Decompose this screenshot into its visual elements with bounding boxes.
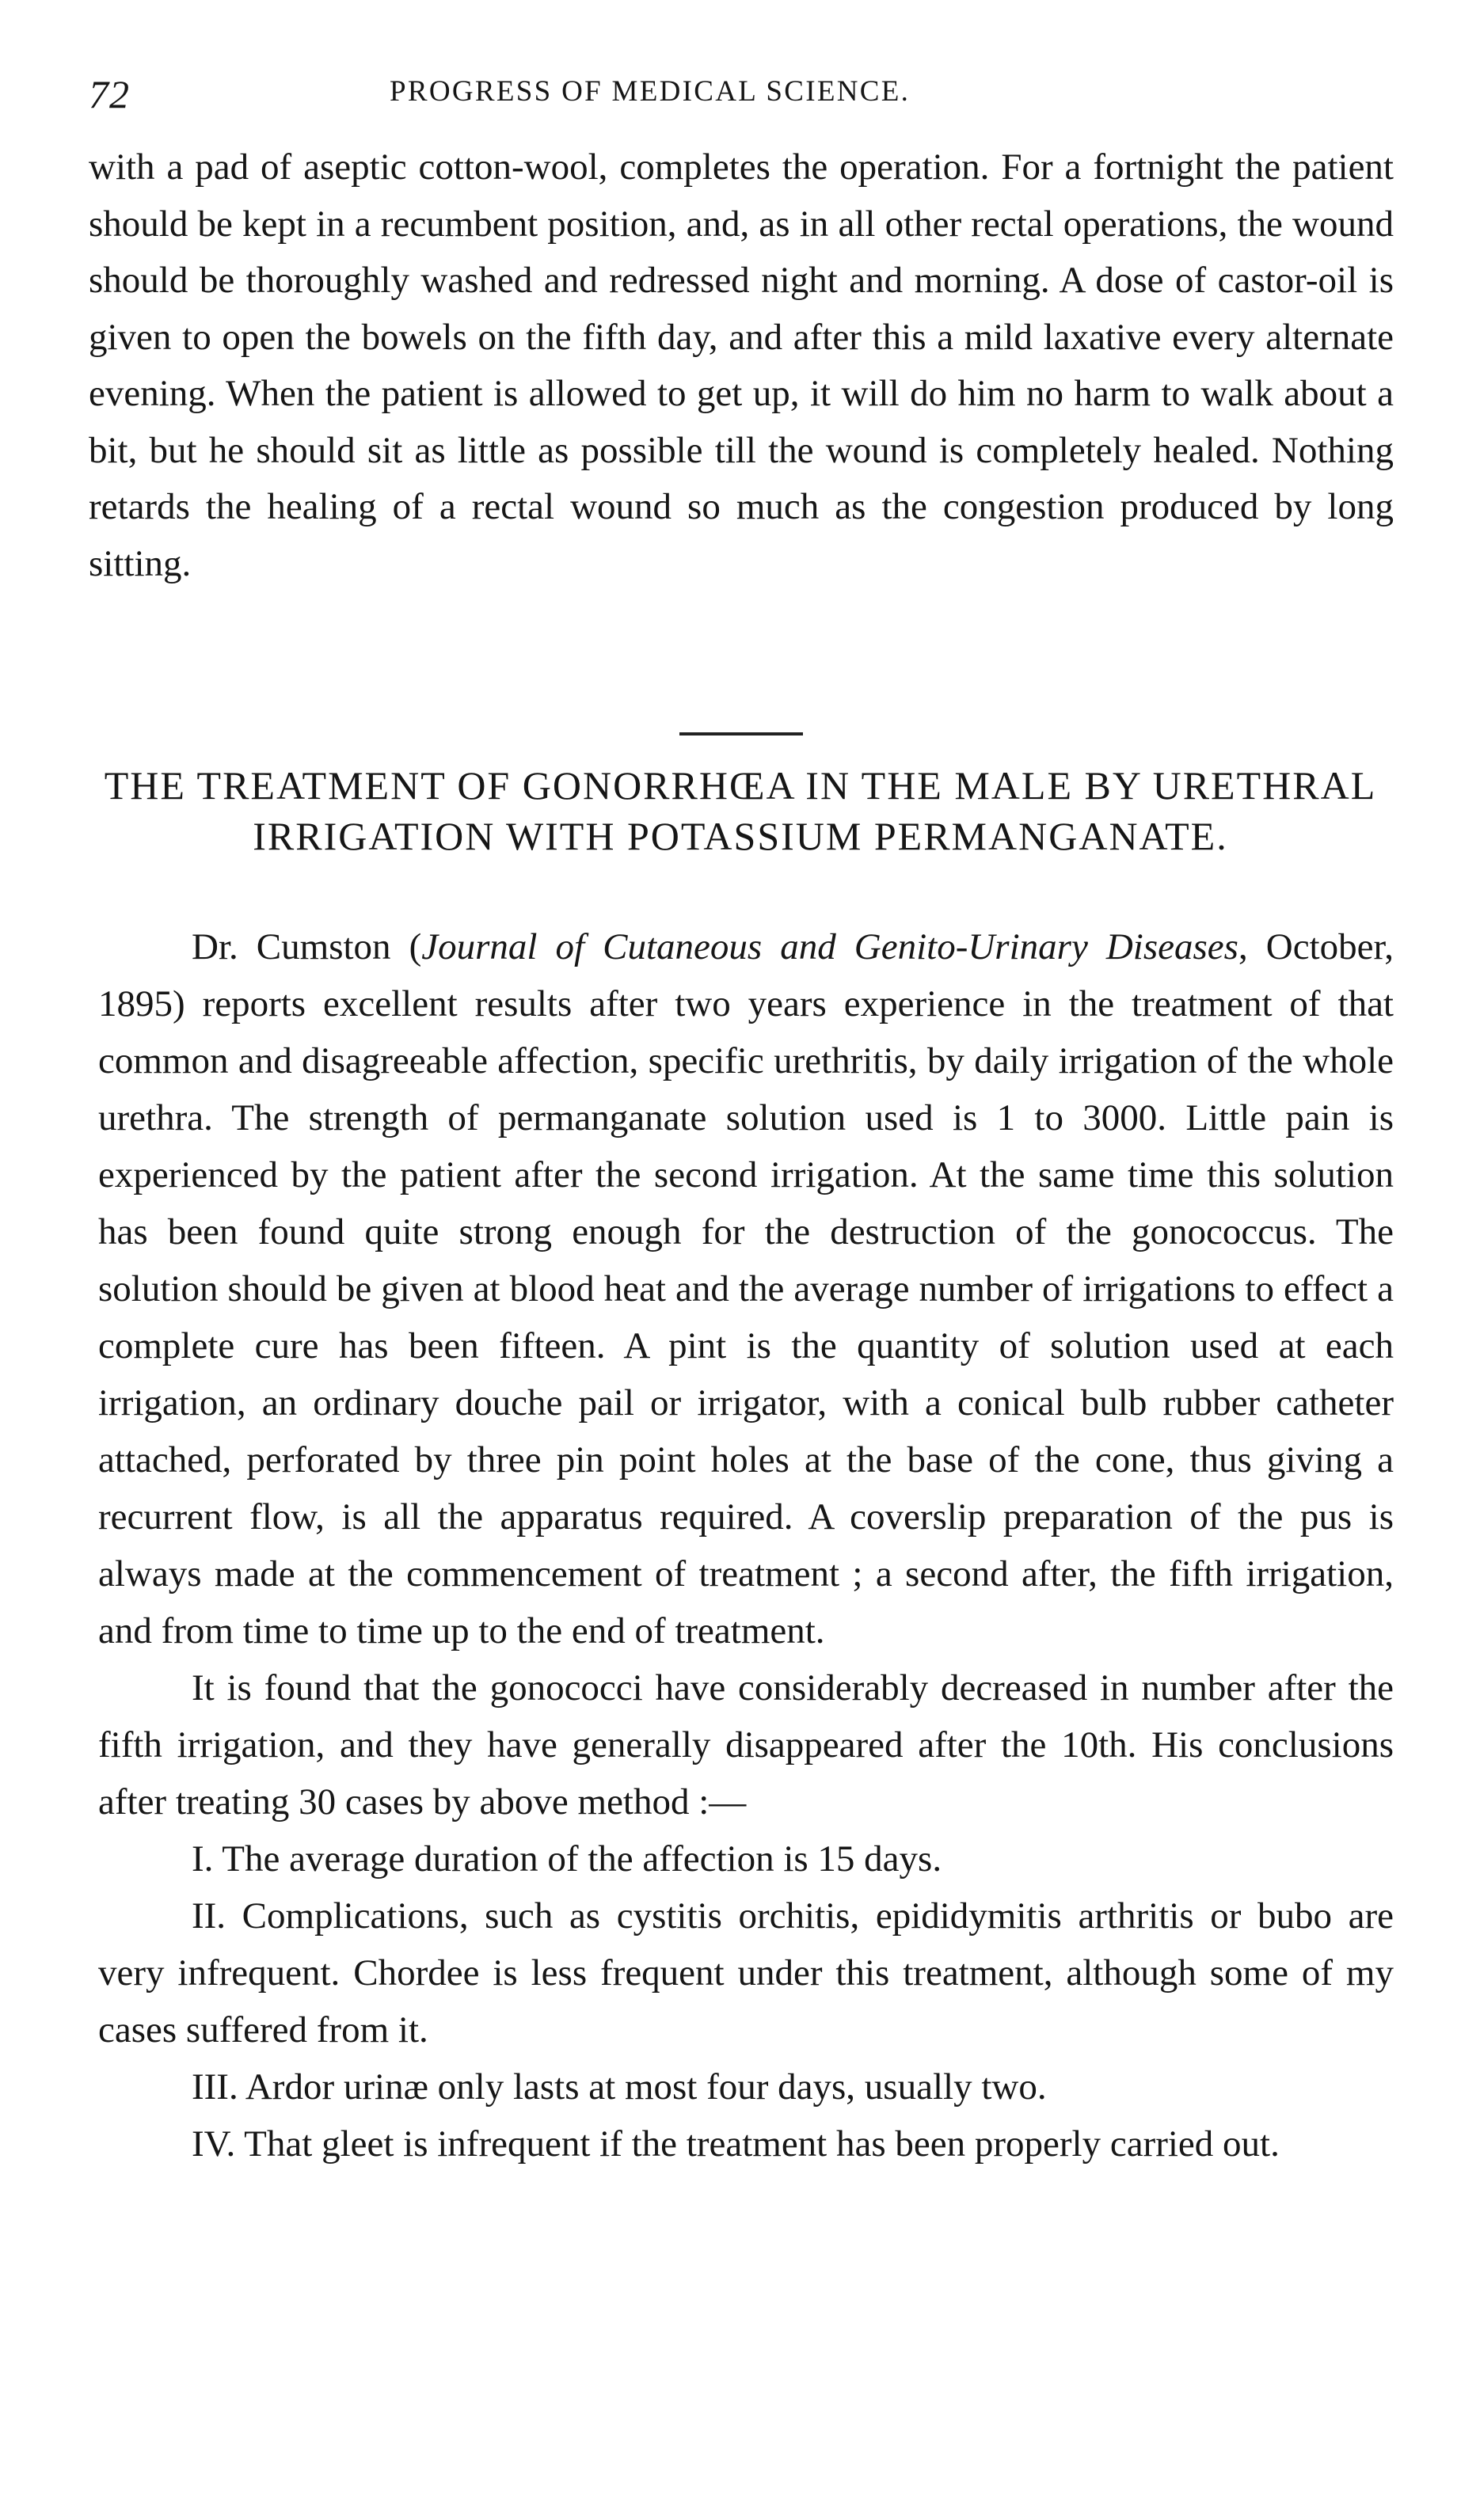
running-title: PROGRESS OF MEDICAL SCIENCE. <box>390 75 911 108</box>
conclusion-item: II. Complications, such as cystitis orchitis, epididymitis arthritis or bubo are very infrequent. Chordee is less frequent under this treatment, although some of my cases suffered from it. <box>98 1895 1394 2051</box>
intro-lead: Dr. Cumston ( <box>192 926 422 967</box>
running-head <box>89 65 1387 120</box>
continued-paragraph: with a pad of aseptic cotton-wool, completes the operation. For a fortnight the patient should be kept in a recumbent position, and, as in all other rectal operations, the wound should be thoroughly washed and redressed night and morning. A dose of castor-oil is given to open the bowels on the fifth day, and after this a mild laxative every alternate evening. When the patient is allowed to get up, it will do him no harm to walk about a bit, but he should sit as little as possible till the wound is completely healed. Nothing retards the healing of a rectal wound so much as the congestion produced by long sitting. <box>89 146 1394 584</box>
article-body <box>98 918 1394 2172</box>
page-number: 72 <box>89 72 130 116</box>
journal-citation: Journal of Cutaneous and Genito-Urinary Diseases <box>421 926 1238 967</box>
conclusion-item: IV. That gleet is infrequent if the treatment has been properly carried out. <box>192 2123 1280 2165</box>
continued-paragraph-block <box>89 139 1394 592</box>
intro-paragraph <box>98 918 1394 1659</box>
conclusion-item: I. The average duration of the affection is 15 days. <box>192 1838 942 1880</box>
conclusion-item: III. Ardor urinæ only lasts at most four days, usually two. <box>192 2066 1047 2108</box>
article-title: THE TREATMENT OF GONORRHŒA IN THE MALE BY URETHRAL IRRIGATION WITH POTASSIUM PERMANGANATE. <box>104 763 1377 858</box>
section-divider <box>679 732 803 735</box>
intro-rest: , October, 1895) reports excellent results after two years experience in the treatment of that common and disagreeable affection, specific urethritis, by daily irrigation of the whole urethra. The strength of permanganate solution used is 1 to 3000. Little pain is experienced by the patient after the second irrigation. At the same time this solution has been found quite strong enough for the destruction of the gonococcus. The solution should be given at blood heat and the average number of irrigations to effect a complete cure has been fifteen. A pint is the quantity of solution used at each irrigation, an ordinary douche pail or irrigator, with a conical bulb rubber catheter attached, perforated by three pin point holes at the base of the cone, thus giving a recurrent flow, is all the apparatus required. A coverslip preparation of the pus is always made at the commencement of treatment ; a second after, the fifth irrigation, and from time to time up to the end of treatment. <box>98 926 1394 1651</box>
findings-paragraph: It is found that the gonococci have considerably decreased in number after the fifth irrigation, and they have generally disappeared after the 10th. His conclusions after treating 30 cases by above method :— <box>98 1667 1394 1823</box>
